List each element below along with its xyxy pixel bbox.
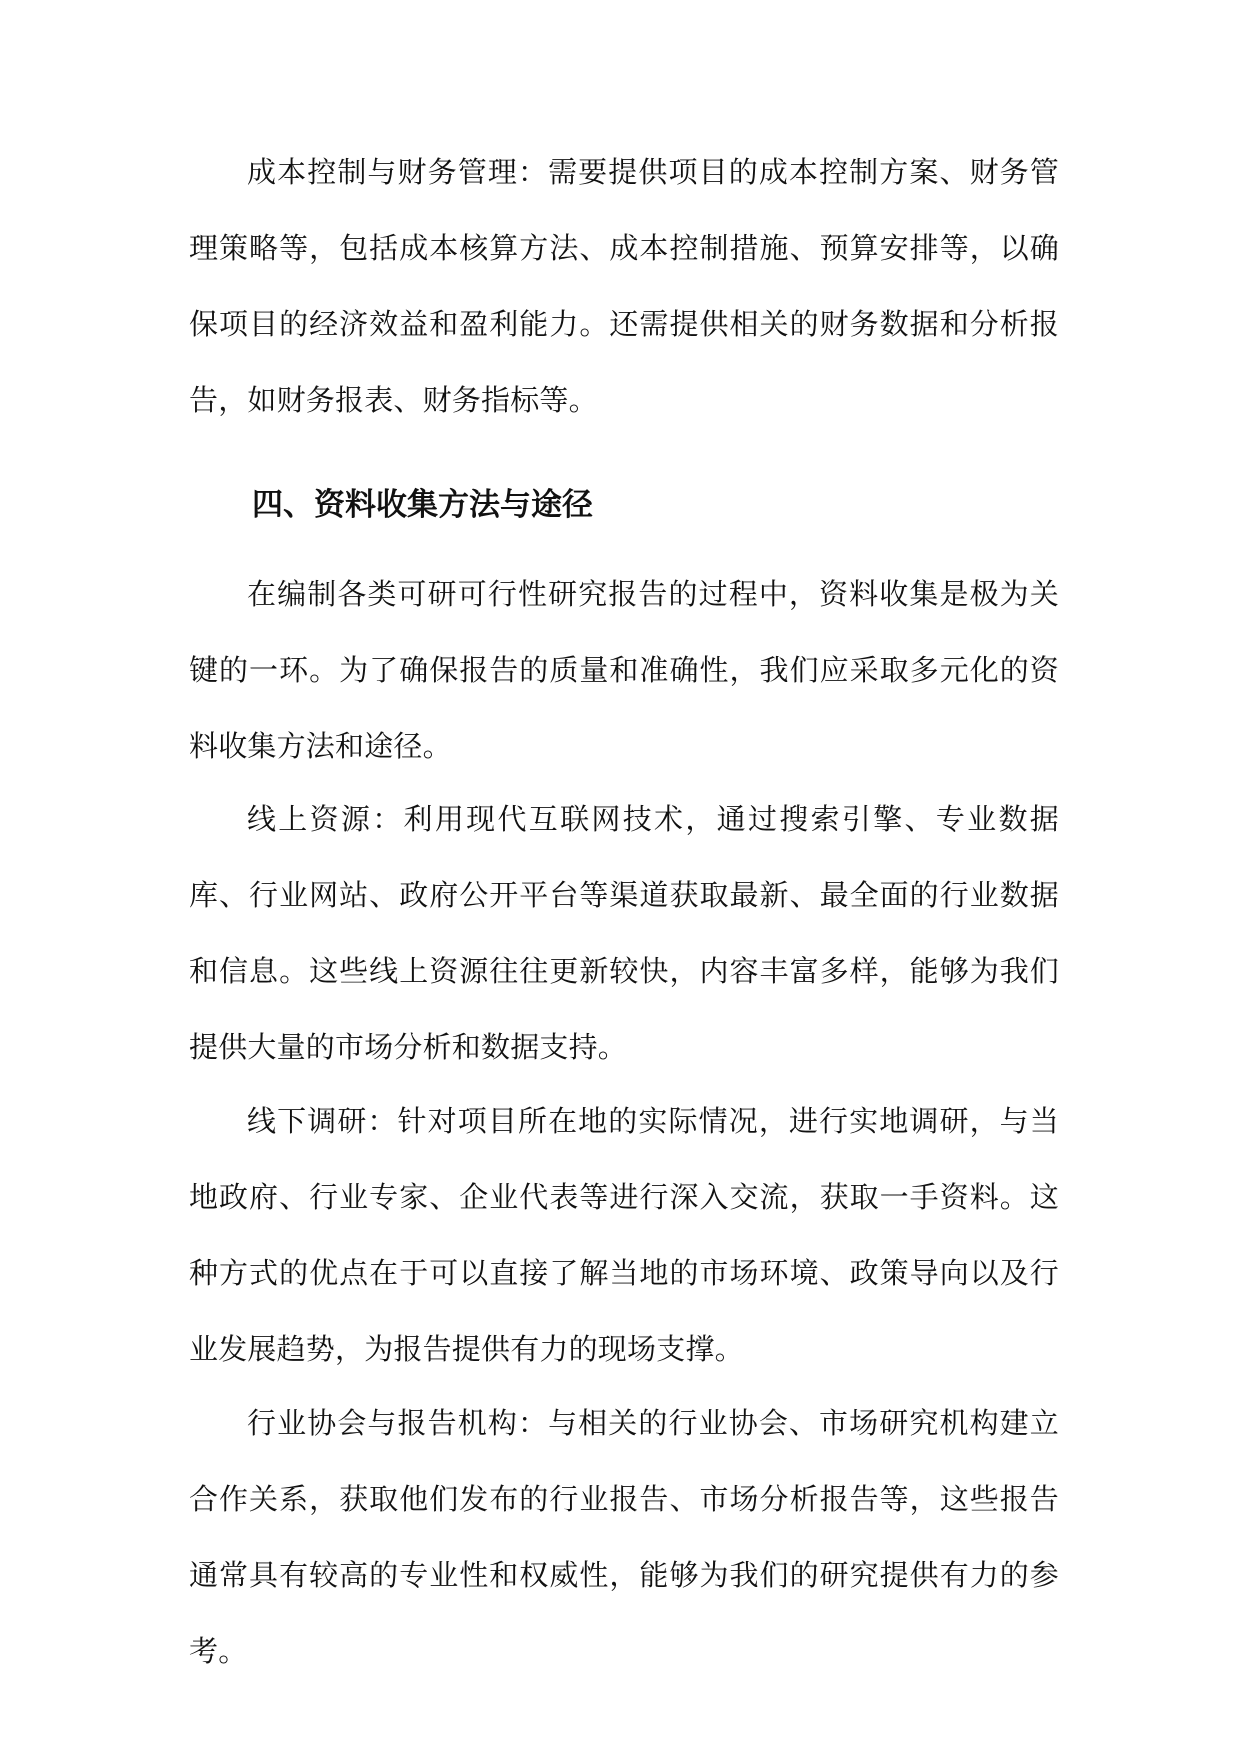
paragraph-online-resources: 线上资源：利用现代互联网技术，通过搜索引擎、专业数据库、行业网站、政府公开平台等渠道获取最新、最全面的行业数据和信息。这些线上资源往往更新较快，内容丰富多样，能够为我们提供大量的市场分析和数据支持。: [189, 802, 1059, 1064]
paragraph-industry-associations: 行业协会与报告机构：与相关的行业协会、市场研究机构建立合作关系，获取他们发布的行业报告、市场分析报告等，这些报告通常具有较高的专业性和权威性，能够为我们的研究提供有力的参考。: [189, 1406, 1059, 1668]
paragraph-intro: 在编制各类可研可行性研究报告的过程中，资料收集是极为关键的一环。为了确保报告的质量和准确性，我们应采取多元化的资料收集方法和途径。: [189, 577, 1059, 763]
section-heading: 四、资料收集方法与途径: [252, 487, 593, 523]
paragraph-cost-control: 成本控制与财务管理：需要提供项目的成本控制方案、财务管理策略等，包括成本核算方法、成本控制措施、预算安排等，以确保项目的经济效益和盈利能力。还需提供相关的财务数据和分析报告，如财务报表、财务指标等。: [189, 155, 1059, 417]
paragraph-offline-research: 线下调研：针对项目所在地的实际情况，进行实地调研，与当地政府、行业专家、企业代表等进行深入交流，获取一手资料。这种方式的优点在于可以直接了解当地的市场环境、政策导向以及行业发展趋势，为报告提供有力的现场支撑。: [189, 1104, 1059, 1366]
